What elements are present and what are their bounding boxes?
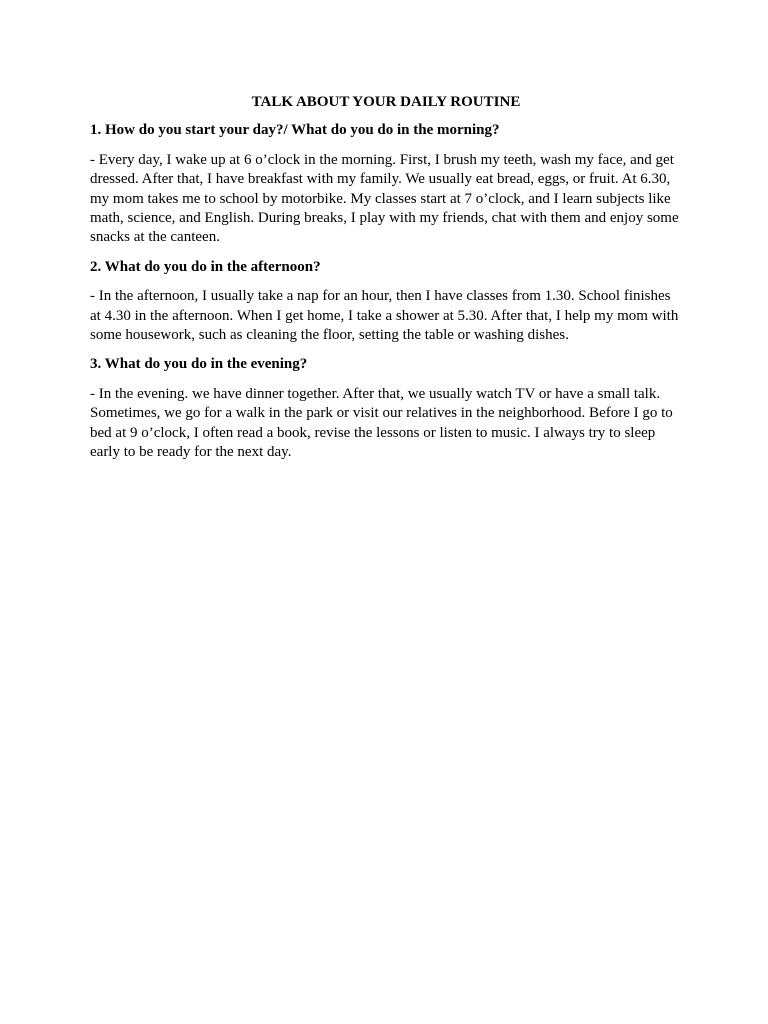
document-title: TALK ABOUT YOUR DAILY ROUTINE: [251, 94, 521, 110]
document-body: [90, 93, 682, 473]
answer-evening: - In the evening. we have dinner together. After that, we usually watch TV or have a small talk. Sometimes, we go for a walk in the park or visit our relatives in the neighborhood. Before I go to bed at 9 o’clock, I often read a book, revise the lessons or listen to music. I always try to sleep early to be ready for the next day.: [90, 385, 673, 461]
question-morning: 1. How do you start your day?/ What do you do in the morning?: [90, 122, 500, 139]
question-evening: 3. What do you do in the evening?: [90, 356, 308, 373]
answer-morning: - Every day, I wake up at 6 o’clock in the morning. First, I brush my teeth, wash my face, and get dressed. After that, I have breakfast with my family. We usually eat bread, eggs, or fruit. At 6.30, my mom takes me to school by motorbike. My classes start at 7 o’clock, and I learn subjects like math, science, and English. During breaks, I play with my friends, chat with them and enjoy some snacks at the canteen.: [90, 151, 679, 246]
answer-afternoon: - In the afternoon, I usually take a nap for an hour, then I have classes from 1.30. School finishes at 4.30 in the afternoon. When I get home, I take a shower at 5.30. After that, I help my mom with some housework, such as cleaning the floor, setting the table or washing dishes.: [90, 288, 679, 344]
question-afternoon: 2. What do you do in the afternoon?: [90, 258, 321, 275]
